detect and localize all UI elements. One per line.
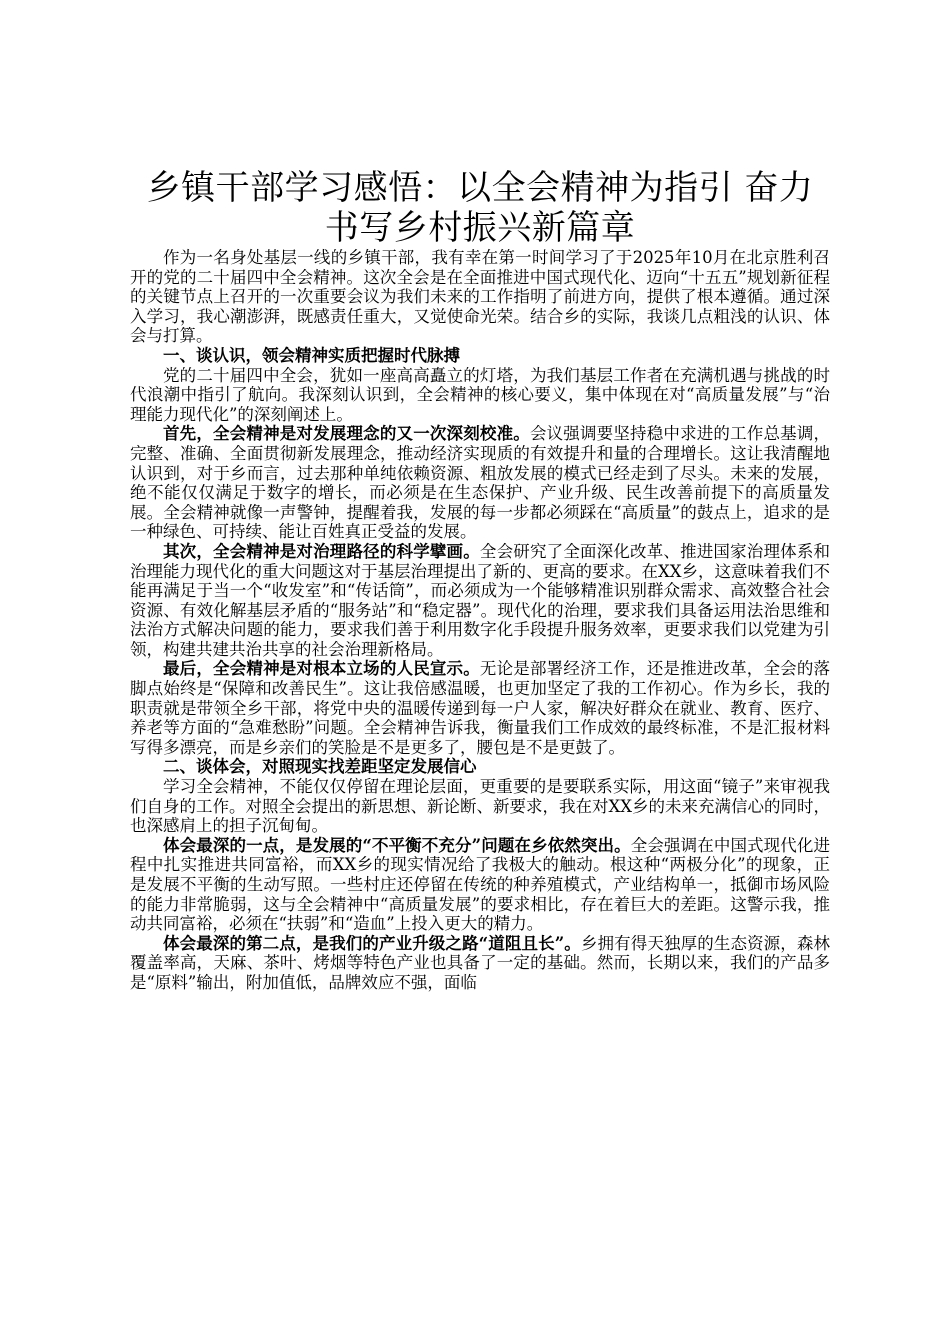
section-1-paragraph-4 <box>130 659 830 757</box>
paragraph-body: 乡拥有得天独厚的生态资源，森林覆盖率高，天麻、茶叶、烤烟等特色产业也具备了一定的基础。然而，长期以来，我们的产品多是“原料”输出，附加值低，品牌效应不强，面临 <box>130 933 831 992</box>
document-title <box>130 168 830 248</box>
title-line-2: 书写乡村振兴新篇章 <box>324 208 636 248</box>
section-2-paragraph-1: 学习全会精神，不能仅仅停留在理论层面，更重要的是要联系实际，用这面“镜子”来审视我们自身的工作。对照全会提出的新思想、新论断、新要求，我在对XX乡的未来充满信心的同时，也深感肩上的担子沉甸甸。 <box>130 777 830 836</box>
paragraph-body: 全会强调在中国式现代化进程中扎实推进共同富裕，而XX乡的现实情况给了我极大的触动。根这种“两极分化”的现象，正是发展不平衡的生动写照。一些村庄还停留在传统的种养殖模式，产业结构单一，抵御市场风险的能力非常脆弱，这与全会精神中“高质量发展”的要求相比，存在着巨大的差距。这警示我，推动共同富裕，必须在“扶弱”和“造血”上投入更大的精力。 <box>130 835 831 934</box>
paragraph-lead: 首先，全会精神是对发展理念的又一次深刻校准。 <box>163 424 530 444</box>
paragraph-body: 会议强调要坚持稳中求进的工作总基调，完整、准确、全面贯彻新发展理念，推动经济实现质的有效提升和量的合理增长。这让我清醒地认识到，对于乡而言，过去那种单纯依赖资源、粗放发展的模式已经走到了尽头。未来的发展，绝不能仅仅满足于数字的增长，而必须是在生态保护、产业升级、民生改善前提下的高质量发展。全会精神就像一声警钟，提醒着我，发展的每一步都必须踩在“高质量”的鼓点上，追求的是一种绿色、可持续、能让百姓真正受益的发展。 <box>130 424 831 542</box>
paragraph-lead: 其次，全会精神是对治理路径的科学擘画。 <box>163 541 480 561</box>
section-1-paragraph-1: 党的二十届四中全会，犹如一座高高矗立的灯塔，为我们基层工作者在充满机遇与挑战的时代浪潮中指引了航向。我深刻认识到，全会精神的核心要义，集中体现在对“高质量发展”与“治理能力现代化”的深刻阐述上。 <box>130 365 830 424</box>
paragraph-body: 无论是部署经济工作，还是推进改革，全会的落脚点始终是“保障和改善民生”。这让我倍感温暖，也更加坚定了我的工作初心。作为乡长，我的职责就是带领全乡干部，将党中央的温暖传递到每一户人家，解决好群众在就业、教育、医疗、养老等方面的“急难愁盼”问题。全会精神告诉我，衡量我们工作成效的最终标准，不是汇报材料写得多漂亮，而是乡亲们的笑脸是不是更多了，腰包是不是更鼓了。 <box>130 659 831 757</box>
title-line-1: 乡镇干部学习感悟：以全会精神为指引 奋力 <box>146 168 814 208</box>
section-1-paragraph-2 <box>130 424 830 542</box>
section-2-paragraph-3 <box>130 934 830 993</box>
document-page <box>130 168 830 993</box>
section-2-paragraph-2 <box>130 836 830 934</box>
section-2-heading: 二、谈体会，对照现实找差距坚定发展信心 <box>163 757 477 777</box>
intro-paragraph: 作为一名身处基层一线的乡镇干部，我有幸在第一时间学习了于2025年10月在北京胜利召开的党的二十届四中全会精神。这次全会是在全面推进中国式现代化、迈向“十五五”规划新征程的关键节点上召开的一次重要会议为我们未来的工作指明了前进方向，提供了根本遵循。通过深入学习，我心潮澎湃，既感责任重大，又觉使命光荣。结合乡的实际，我谈几点粗浅的认识、体会与打算。 <box>130 248 830 346</box>
paragraph-lead: 体会最深的第二点，是我们的产业升级之路“道阻且长”。 <box>163 933 581 953</box>
paragraph-lead: 体会最深的一点，是发展的“不平衡不充分”问题在乡依然突出。 <box>163 835 631 855</box>
paragraph-lead: 最后，全会精神是对根本立场的人民宣示。 <box>163 659 480 679</box>
section-1-heading: 一、谈认识，领会精神实质把握时代脉搏 <box>163 345 460 365</box>
section-1-paragraph-3 <box>130 542 830 660</box>
paragraph-body: 全会研究了全面深化改革、推进国家治理体系和治理能力现代化的重大问题这对于基层治理提出了新的、更高的要求。在XX乡，这意味着我们不能再满足于当一个“收发室”和“传话筒”，而必须成为一个能够精准识别群众需求、高效整合社会资源、有效化解基层矛盾的“服务站”和“稳定器”。现代化的治理，要求我们具备运用法治思维和法治方式解决问题的能力，要求我们善于利用数字化手段提升服务效率，更要求我们以党建为引领，构建共建共治共享的社会治理新格局。 <box>130 541 831 659</box>
